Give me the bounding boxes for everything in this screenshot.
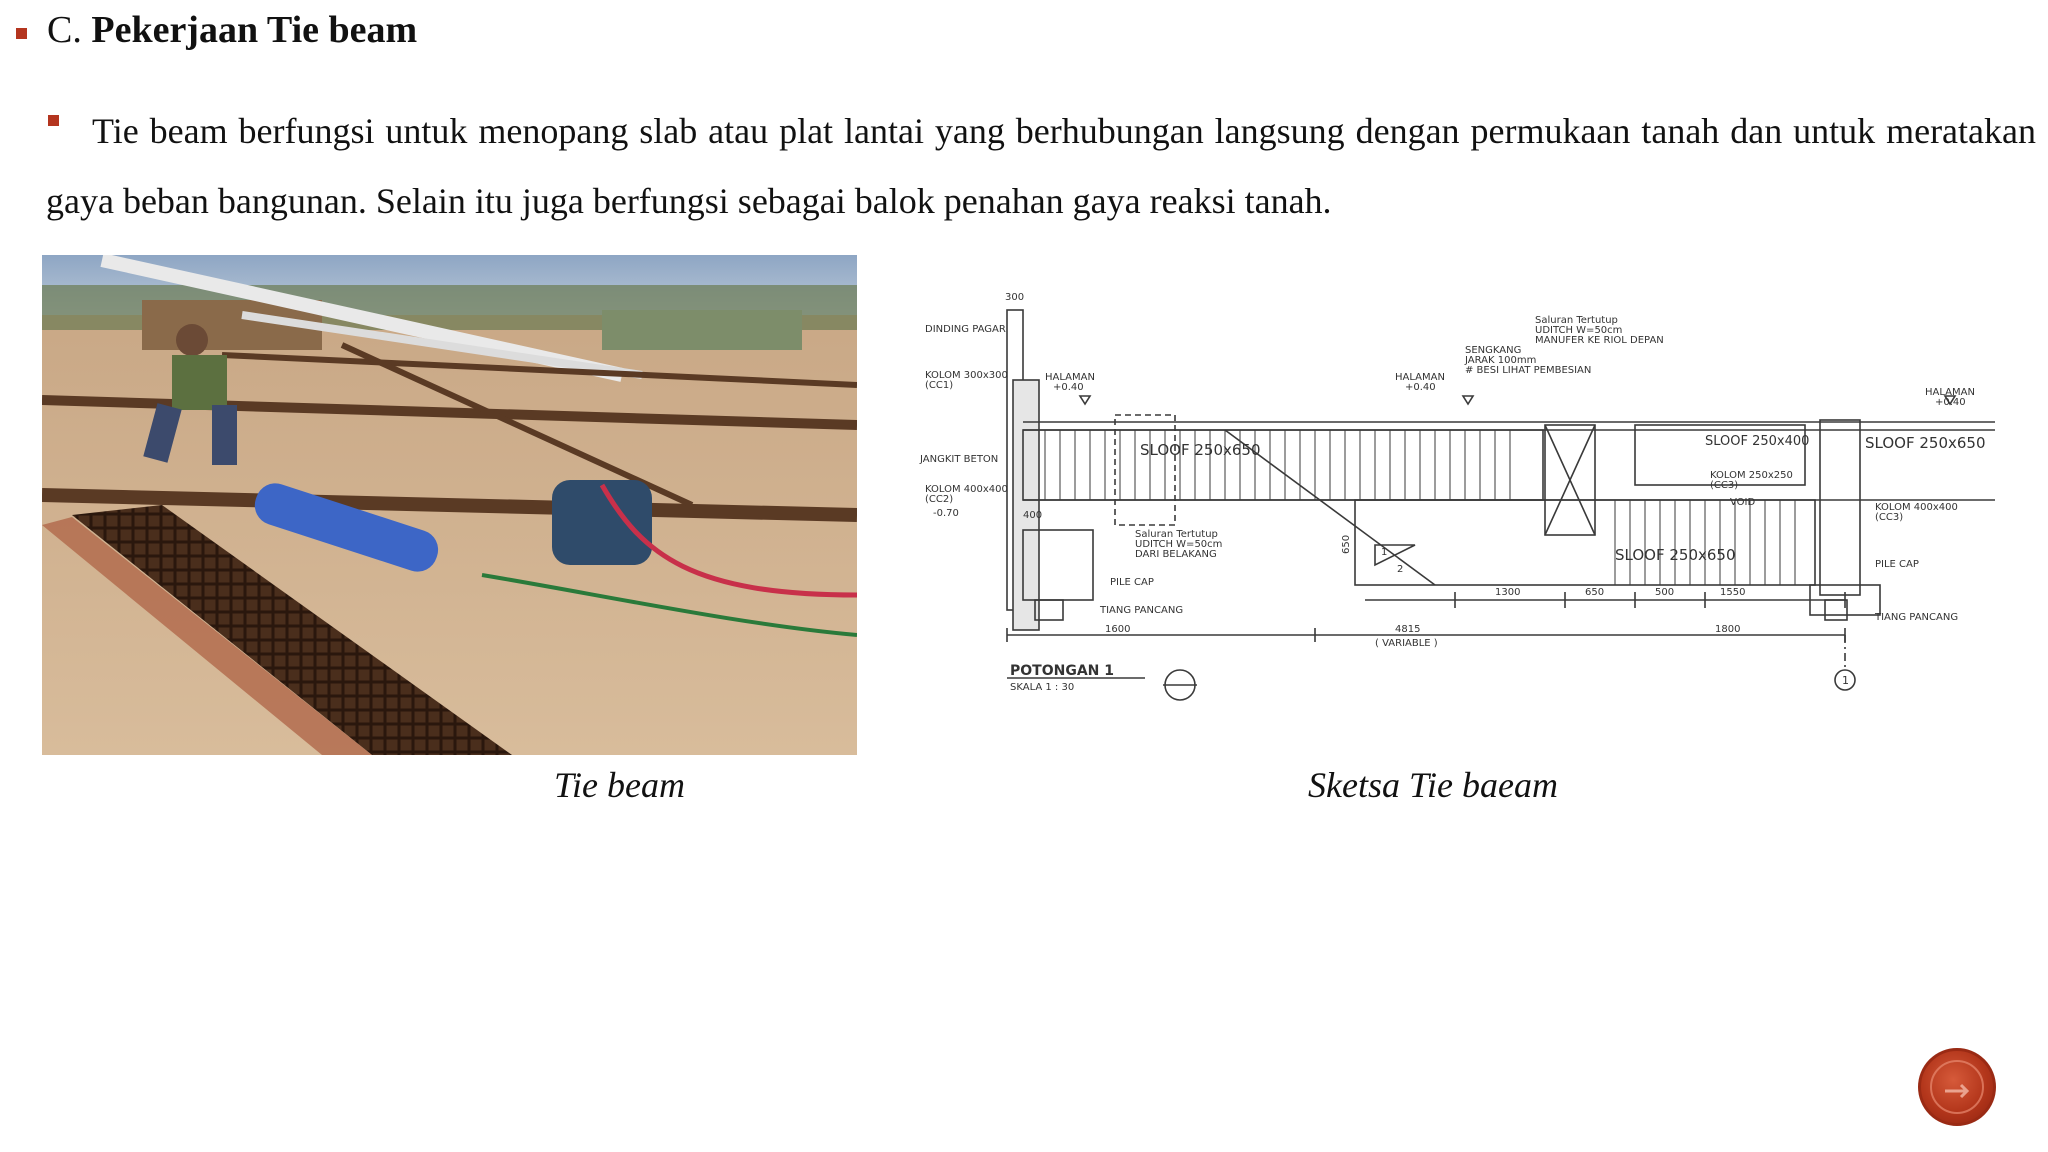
kolom-cc2-code: (CC2)	[925, 494, 954, 505]
heading-title: Pekerjaan Tie beam	[91, 9, 418, 51]
kolom-cc3-mid-code: (CC3)	[1710, 480, 1739, 491]
saluran-back-from: DARI BELAKANG	[1135, 549, 1217, 560]
halaman-left-level: +0.40	[1053, 382, 1084, 393]
dim-1550: 1550	[1720, 587, 1746, 598]
tie-beam-photo	[42, 255, 857, 755]
dinding-pagar-label: DINDING PAGAR	[925, 324, 1006, 335]
sloof-1-label: SLOOF 250x650	[1140, 441, 1261, 459]
tiang-right-label: TIANG PANCANG	[1875, 612, 1959, 623]
heading-letter: C.	[47, 9, 82, 51]
sketch-caption: Sketsa Tie baeam	[1308, 765, 1558, 805]
pile-cap-right-label: PILE CAP	[1875, 559, 1919, 570]
saluran-back-width: UDITCH W=50cm	[1135, 539, 1223, 550]
next-slide-button[interactable]	[1918, 1048, 1996, 1126]
section-scale: SKALA 1 : 30	[1010, 682, 1075, 693]
next-slide-icon	[1921, 1051, 1993, 1123]
slope-run-label: 1	[1381, 547, 1388, 558]
section-title: POTONGAN 1	[1010, 663, 1114, 679]
sloof-4-label: SLOOF 250x650	[1615, 546, 1736, 564]
level-minus-label: -0.70	[933, 508, 959, 519]
saluran-front-to: MANUFER KE RIOL DEPAN	[1535, 335, 1664, 346]
kolom-cc3-label: KOLOM 400x400	[1875, 502, 1958, 513]
saluran-front-label: Saluran Tertutup	[1535, 315, 1618, 326]
kolom-cc1-label: KOLOM 300x300	[925, 370, 1008, 381]
photo-caption: Tie beam	[554, 765, 685, 805]
dim-500: 500	[1655, 587, 1675, 598]
dim-1800: 1800	[1715, 624, 1741, 635]
pile-cap-left-label: PILE CAP	[1110, 577, 1154, 588]
heading-bullet-icon	[16, 28, 27, 39]
dim-1300: 1300	[1495, 587, 1521, 598]
saluran-back-label: Saluran Tertutup	[1135, 529, 1218, 540]
kolom-cc2-label: KOLOM 400x400	[925, 484, 1008, 495]
sengkang-rebar: # BESI LIHAT PEMBESIAN	[1465, 365, 1592, 376]
slope-rise-label: 2	[1397, 564, 1404, 575]
halaman-mid-level: +0.40	[1405, 382, 1436, 393]
kolom-cc1-code: (CC1)	[925, 380, 954, 391]
body-paragraph: Tie beam berfungsi untuk menopang slab atau plat lantai yang berhubungan langsung dengan permukaan tanah dan untuk meratakan gaya beban bangunan. Selain itu juga berfungsi sebagai balok penahan gaya reaksi tanah.	[46, 111, 2036, 221]
grid-bubble-label: 1	[1842, 674, 1849, 687]
sloof-2-label: SLOOF 250x400	[1705, 434, 1810, 449]
tiang-left-label: TIANG PANCANG	[1100, 605, 1184, 616]
sloof-3-label: SLOOF 250x650	[1865, 434, 1986, 452]
sengkang-spacing: JARAK 100mm	[1465, 355, 1537, 366]
kolom-cc3-mid-label: KOLOM 250x250	[1710, 470, 1793, 481]
dim-4815: 4815	[1395, 624, 1421, 635]
halaman-right-label: HALAMAN	[1925, 387, 1975, 398]
void-label: VOID	[1730, 497, 1756, 508]
kolom-cc3-code: (CC3)	[1875, 512, 1904, 523]
halaman-mid-label: HALAMAN	[1395, 372, 1445, 383]
dim-1600: 1600	[1105, 624, 1131, 635]
halaman-left-label: HALAMAN	[1045, 372, 1095, 383]
dim-top-label: 300	[1005, 292, 1025, 303]
dim-650-vertical: 650	[1341, 534, 1352, 554]
section-heading	[47, 8, 417, 52]
dim-400-label: 400	[1023, 510, 1043, 521]
jangkit-beton-label: JANGKIT BETON	[920, 454, 999, 465]
variable-label: ( VARIABLE )	[1375, 638, 1438, 649]
saluran-front-width: UDITCH W=50cm	[1535, 325, 1623, 336]
tie-beam-sketch	[915, 280, 1995, 720]
dim-650: 650	[1585, 587, 1605, 598]
sengkang-label: SENGKANG	[1465, 345, 1522, 356]
halaman-right-level: +0.40	[1935, 397, 1966, 408]
